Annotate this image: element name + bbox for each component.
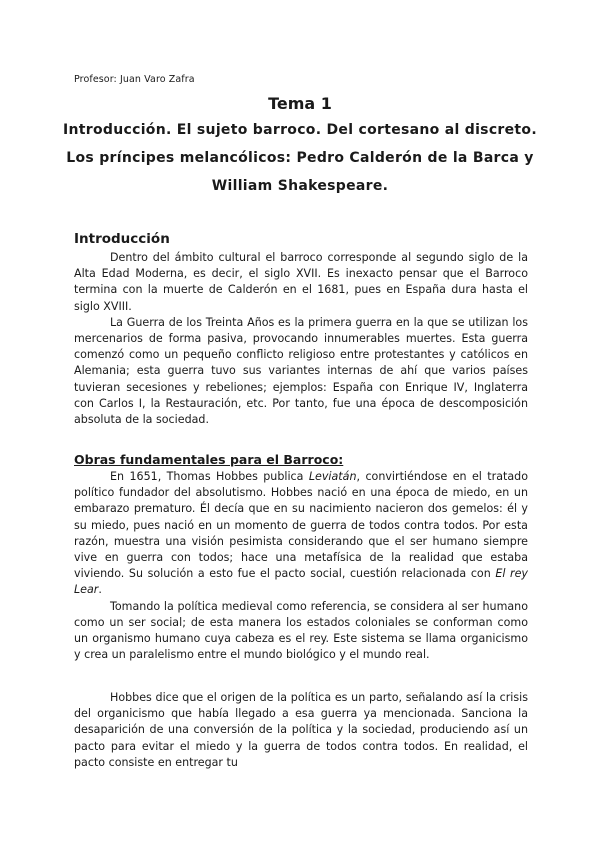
intro-paragraph-2: La Guerra de los Treinta Años es la primera guerra en la que se utilizan los mercenarios de forma pasiva, provocando innumerables muertes. Esta guerra comenzó como un pequeño conflicto religioso entre protestantes y católicos en Alemania; esta guerra tuvo sus variantes internas de ahí que varios países tuvieran secesiones y rebeliones; ejemplos: España con Enrique IV, Inglaterra con Carlos I, la Restauración, etc. Por tanto, fue una época de descomposición absoluta de la sociedad. — [74, 315, 528, 427]
intro-body — [74, 250, 528, 428]
intro-heading: Introducción — [74, 231, 170, 247]
obras-p1-text-b: , convirtiéndose en el tratado político fundador del absolutismo. Hobbes nació en una época de miedo, en un embarazo prematuro. Él decía que en su nacimiento nacieron dos gemelos: él y su miedo, pues nació en un momento de guerra de todos contra todos. Por esta razón, muestra una visión pesimista considerando que el ser humano siempre vive en guerra con todos; hace una metafísica de la realidad que estaba viviendo. Su solución a esto fue el pacto social, cuestión relacionada con — [74, 470, 528, 581]
obras-p1-text-a: En 1651, Thomas Hobbes publica — [110, 470, 309, 483]
leviatan-title: Leviatán — [308, 470, 357, 483]
intro-paragraph-1: Dentro del ámbito cultural el barroco corresponde al segundo siglo de la Alta Edad Moderna, es decir, el siglo XVII. Es inexacto pensar que el Barroco termina con la muerte de Calderón en el 1681, pues en España dura hasta el siglo XVIII. — [74, 251, 528, 313]
rey-lear-title: El rey Lear — [74, 567, 528, 597]
document-subtitle: Introducción. El sujeto barroco. Del cortesano al discreto. Los príncipes melancólicos: Pedro Calderón de la Barca y William Shakespeare. — [63, 122, 537, 194]
obras-paragraph-3: Hobbes dice que el origen de la política es un parto, señalando así la crisis del organicismo que había llegado a esa guerra ya mencionada. Sanciona la desaparición de una conversión de la política y la sociedad, produciendo así un pacto para evitar el miedo y la guerra de todos contra todos. En realidad, el pacto consiste en entregar tu — [74, 691, 528, 769]
obras-heading: Obras fundamentales para el Barroco: — [74, 452, 344, 467]
obras-paragraph-2: Tomando la política medieval como referencia, se considera al ser humano como un ser social; de esta manera los estados coloniales se conforman como un organismo humano cuya cabeza es el rey. Este sistema se llama organicismo y crea un paralelismo entre el mundo biológico y el mundo real. — [74, 599, 528, 662]
obras-body-continued — [74, 690, 528, 771]
obras-body — [74, 469, 528, 663]
obras-paragraph-1 — [74, 469, 528, 599]
obras-p1-text-c: . — [98, 583, 102, 597]
tema-title: Tema 1 — [268, 94, 332, 113]
author-line: Profesor: Juan Varo Zafra — [74, 74, 195, 85]
title-block — [60, 92, 540, 200]
